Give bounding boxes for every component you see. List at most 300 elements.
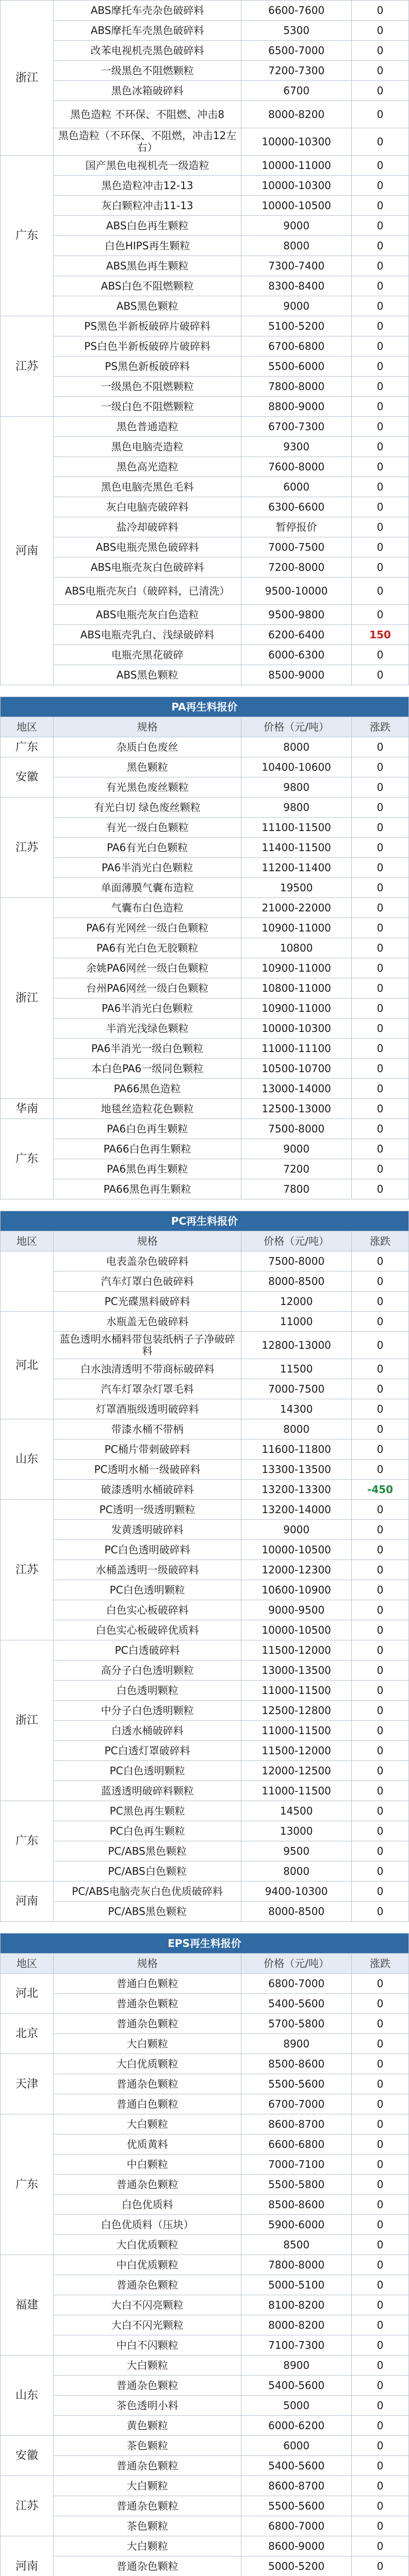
spec-cell: PC白色透明颗粒	[53, 1580, 241, 1600]
table-row	[1, 2335, 409, 2355]
table-row	[1, 101, 409, 128]
table-row	[1, 777, 409, 798]
table-row	[1, 1761, 409, 1781]
table-row	[1, 216, 409, 236]
region-cell: 天津	[1, 2054, 54, 2114]
change-cell: 0	[352, 818, 409, 838]
spec-cell: 大白颗粒	[53, 2114, 241, 2134]
spec-cell: PA6半消光白色颗粒	[53, 858, 241, 878]
region-cell: 山东	[1, 1419, 54, 1500]
change-cell: 0	[352, 2536, 409, 2556]
column-header: 地区	[1, 1231, 54, 1251]
spec-cell: 有光黑色废丝颗粒	[53, 777, 241, 798]
price-cell: 11000-11500	[241, 1681, 352, 1701]
region-cell: 北京	[1, 2014, 54, 2054]
table-row	[1, 2054, 409, 2074]
section-gap	[0, 685, 409, 697]
spec-cell: 一级黑色不阻燃颗粒	[53, 377, 241, 397]
spec-cell: 发黄透明破碎料	[53, 1520, 241, 1540]
table-row	[1, 457, 409, 477]
spec-cell: 白透水桶破碎料	[53, 1721, 241, 1741]
spec-cell: 有光一级白色颗粒	[53, 818, 241, 838]
table-row	[1, 2014, 409, 2034]
change-cell: 0	[352, 537, 409, 557]
price-cell: 5000-5200	[241, 2556, 352, 2576]
spec-cell: 蓝色透明水桶料带包装纸柄子子净破碎料	[53, 1332, 241, 1359]
price-cell: 6700-7300	[241, 417, 352, 437]
region-cell: 浙江	[1, 898, 54, 1099]
change-cell: 0	[352, 1500, 409, 1520]
spec-cell: 大白颗粒	[53, 2034, 241, 2054]
table-row	[1, 1059, 409, 1079]
price-cell: 11500-12000	[241, 1640, 352, 1660]
change-cell: 0	[352, 517, 409, 537]
price-cell: 10000-10500	[241, 1620, 352, 1640]
header-row	[1, 1954, 409, 1974]
spec-cell: 黑色造粒 不环保、不阻燃、冲击8	[53, 101, 241, 128]
change-cell: 0	[352, 958, 409, 978]
spec-cell: 台州PA6网丝一级白色颗粒	[53, 978, 241, 998]
change-cell: 0	[352, 2436, 409, 2456]
price-cell: 7500-8000	[241, 1251, 352, 1272]
table-row	[1, 1139, 409, 1159]
change-cell: 0	[352, 1721, 409, 1741]
change-cell: 0	[352, 645, 409, 665]
spec-cell: 灰白颗粒冲击11-13	[53, 196, 241, 216]
table-row	[1, 1882, 409, 1902]
price-cell: 5000	[241, 2396, 352, 2416]
column-header: 价格（元/吨）	[241, 1954, 352, 1974]
region-cell: 广东	[1, 1801, 54, 1882]
price-cell: 10500-10700	[241, 1059, 352, 1079]
spec-cell: 茶色透明小料	[53, 2396, 241, 2416]
price-cell: 5400-5600	[241, 1994, 352, 2014]
table-row	[1, 938, 409, 958]
price-cell: 10900-11000	[241, 998, 352, 1019]
spec-cell: PC光碟黑料破碎料	[53, 1292, 241, 1312]
change-cell: 0	[352, 2175, 409, 2195]
spec-cell: 黑色造粒冲击12-13	[53, 176, 241, 196]
table-row	[1, 397, 409, 417]
table-row	[1, 61, 409, 81]
spec-cell: 大白颗粒	[53, 2536, 241, 2556]
price-cell: 8500-9000	[241, 665, 352, 685]
change-cell: 0	[352, 2074, 409, 2094]
column-header: 规格	[53, 1954, 241, 1974]
price-cell: 6300-6600	[241, 497, 352, 517]
spec-cell: 茶色颗粒	[53, 2436, 241, 2456]
price-cell: 8000	[241, 236, 352, 256]
table-row	[1, 1480, 409, 1500]
spec-cell: 普通白色颗粒	[53, 1974, 241, 1994]
price-cell: 8600-8700	[241, 2114, 352, 2134]
price-cell: 12800-13000	[241, 1332, 352, 1359]
spec-cell: 普通杂色颗粒	[53, 2376, 241, 2396]
table-row	[1, 1520, 409, 1540]
price-cell: 8900	[241, 2034, 352, 2054]
spec-cell: ABS黑色再生颗粒	[53, 256, 241, 276]
table-row	[1, 2134, 409, 2155]
change-cell: 0	[352, 1841, 409, 1861]
table-row	[1, 2396, 409, 2416]
change-cell: 0	[352, 2094, 409, 2114]
price-cell: 11000-11100	[241, 1039, 352, 1059]
spec-cell: PA6半消光白色颗粒	[53, 998, 241, 1019]
change-cell: 0	[352, 2456, 409, 2476]
table-row	[1, 665, 409, 685]
table-row	[1, 1379, 409, 1399]
price-cell: 6800-7000	[241, 2516, 352, 2536]
change-cell: 0	[352, 2235, 409, 2255]
price-cell: 9500	[241, 1841, 352, 1861]
table-row	[1, 1560, 409, 1580]
spec-cell: PC/ABS白色颗粒	[53, 1861, 241, 1882]
price-cell: 12500-13000	[241, 1099, 352, 1119]
change-cell: 0	[352, 1821, 409, 1841]
table-row	[1, 1159, 409, 1179]
price-cell: 5400-5600	[241, 2376, 352, 2396]
spec-cell: 白色HIPS再生颗粒	[53, 236, 241, 256]
table-row	[1, 81, 409, 101]
change-cell: 0	[352, 2255, 409, 2275]
change-cell: 0	[352, 1119, 409, 1139]
change-cell: 0	[352, 858, 409, 878]
price-cell: 10000-11000	[241, 156, 352, 176]
price-cell: 10000-10500	[241, 1540, 352, 1560]
change-cell: 0	[352, 1419, 409, 1439]
spec-cell: 大白颗粒	[53, 2476, 241, 2496]
price-cell: 11000-11500	[241, 1781, 352, 1801]
spec-cell: 优质黄料	[53, 2134, 241, 2155]
table-row	[1, 1312, 409, 1332]
change-cell: 0	[352, 1882, 409, 1902]
change-cell: 0	[352, 2516, 409, 2536]
column-header: 规格	[53, 1231, 241, 1251]
table-row	[1, 1721, 409, 1741]
spec-cell: 大白优质颗粒	[53, 2235, 241, 2255]
section-gap	[0, 1922, 409, 1933]
change-cell: 0	[352, 1580, 409, 1600]
region-cell: 广东	[1, 1119, 54, 1199]
change-cell: 0	[352, 2396, 409, 2416]
spec-cell: PS白色半新板破碎片破碎料	[53, 336, 241, 357]
change-cell: 0	[352, 236, 409, 256]
region-cell: 江苏	[1, 316, 54, 417]
change-cell: 0	[352, 256, 409, 276]
spec-cell: 水桶盖透明一级破碎料	[53, 1560, 241, 1580]
price-cell: 8000-8500	[241, 1272, 352, 1292]
table-row	[1, 2315, 409, 2335]
spec-cell: 一级白色不阻燃颗粒	[53, 397, 241, 417]
change-cell: 0	[352, 397, 409, 417]
column-header: 涨跌	[352, 717, 409, 737]
change-cell: 0	[352, 497, 409, 517]
change-cell: 0	[352, 1439, 409, 1460]
change-cell: 0	[352, 1399, 409, 1419]
spec-cell: 盐冷却破碎料	[53, 517, 241, 537]
change-cell: 0	[352, 777, 409, 798]
table-row	[1, 2175, 409, 2195]
price-cell: 5100-5200	[241, 316, 352, 336]
table-row	[1, 517, 409, 537]
table-row	[1, 2155, 409, 2175]
spec-cell: ABS摩托车壳黑色破碎料	[53, 21, 241, 41]
table-row	[1, 2255, 409, 2275]
spec-cell: 黑色冰箱破碎料	[53, 81, 241, 101]
change-cell: 0	[352, 1520, 409, 1540]
price-cell: 5500-6000	[241, 357, 352, 377]
price-cell: 14300	[241, 1399, 352, 1419]
table-row	[1, 1292, 409, 1312]
price-cell: 7300-7400	[241, 256, 352, 276]
change-cell: 0	[352, 2034, 409, 2054]
price-cell: 8500	[241, 2235, 352, 2255]
change-cell: 0	[352, 457, 409, 477]
spec-cell: 中分子白色透明颗粒	[53, 1701, 241, 1721]
table-row	[1, 2556, 409, 2576]
spec-cell: ABS摩托车壳杂色破碎料	[53, 1, 241, 21]
price-cell: 8000	[241, 1861, 352, 1882]
change-cell: 0	[352, 101, 409, 128]
table-row	[1, 858, 409, 878]
table-row	[1, 1251, 409, 1272]
change-cell: 0	[352, 1681, 409, 1701]
table-row	[1, 1359, 409, 1379]
spec-cell: PS黑色半新板破碎片破碎料	[53, 316, 241, 336]
table-row	[1, 2094, 409, 2114]
spec-cell: 普通杂色颗粒	[53, 2456, 241, 2476]
table-row	[1, 1119, 409, 1139]
price-cell: 6000-6300	[241, 645, 352, 665]
table-row	[1, 316, 409, 336]
region-cell: 河南	[1, 2536, 54, 2576]
region-cell: 广东	[1, 737, 54, 757]
table-row	[1, 1500, 409, 1520]
spec-cell: 普通杂色颗粒	[53, 2556, 241, 2576]
table-row	[1, 1974, 409, 1994]
spec-cell: 普通杂色颗粒	[53, 2074, 241, 2094]
change-cell: 0	[352, 1460, 409, 1480]
change-cell: 0	[352, 1332, 409, 1359]
header-row	[1, 1231, 409, 1251]
price-cell: 9500-9800	[241, 605, 352, 625]
table-row	[1, 128, 409, 156]
price-cell: 13000-13500	[241, 1660, 352, 1681]
table-row	[1, 878, 409, 898]
change-cell: 0	[352, 1701, 409, 1721]
price-cell: 8000-8200	[241, 101, 352, 128]
table-row	[1, 1332, 409, 1359]
change-cell: 0	[352, 477, 409, 497]
region-cell: 广东	[1, 156, 54, 316]
table-row	[1, 1039, 409, 1059]
column-header: 规格	[53, 717, 241, 737]
table-row	[1, 2496, 409, 2516]
region-cell: 河南	[1, 417, 54, 685]
spec-cell: 普通杂色颗粒	[53, 2175, 241, 2195]
price-cell: 13200-14000	[241, 1500, 352, 1520]
region-cell: 广东	[1, 2114, 54, 2255]
change-cell: 0	[352, 1781, 409, 1801]
change-cell: 0	[352, 2114, 409, 2134]
price-cell: 7200-7300	[241, 61, 352, 81]
change-cell: 0	[352, 1139, 409, 1159]
change-cell: 0	[352, 1, 409, 21]
spec-cell: PA6白色再生颗粒	[53, 1119, 241, 1139]
spec-cell: ABS黑色颗粒	[53, 296, 241, 316]
price-cell: 13300-13500	[241, 1460, 352, 1480]
price-cell: 5500-5800	[241, 2175, 352, 2195]
price-cell: 8000-8200	[241, 2315, 352, 2335]
spec-cell: PA66白色再生颗粒	[53, 1139, 241, 1159]
table-row	[1, 336, 409, 357]
table-row	[1, 2436, 409, 2456]
price-cell: 11100-11500	[241, 818, 352, 838]
table-row	[1, 1099, 409, 1119]
spec-cell: 普通杂色颗粒	[53, 2014, 241, 2034]
change-cell: 0	[352, 2376, 409, 2396]
price-cell: 8000	[241, 1419, 352, 1439]
spec-cell: 普通白色颗粒	[53, 2094, 241, 2114]
table-row	[1, 1419, 409, 1439]
spec-cell: 大白不闪光颗粒	[53, 2315, 241, 2335]
spec-cell: 国产黑色电视机壳一级造粒	[53, 156, 241, 176]
table-row	[1, 2376, 409, 2396]
table-row	[1, 1841, 409, 1861]
spec-cell: 带漆水桶不带柄	[53, 1419, 241, 1439]
spec-cell: 黑色造粒（不环保、不阻燃，冲击12左右）	[53, 128, 241, 156]
change-cell: 0	[352, 878, 409, 898]
change-cell: 0	[352, 156, 409, 176]
header-row	[1, 717, 409, 737]
change-cell: 0	[352, 557, 409, 578]
table-row	[1, 1079, 409, 1099]
table-row	[1, 605, 409, 625]
spec-cell: PC白透破碎料	[53, 1640, 241, 1660]
change-cell: 0	[352, 1801, 409, 1821]
price-cell: 11500-12000	[241, 1741, 352, 1761]
price-cell: 10000-10300	[241, 128, 352, 156]
region-cell: 江苏	[1, 798, 54, 898]
spec-cell: 气囊布白色造粒	[53, 898, 241, 918]
region-cell: 华南	[1, 1099, 54, 1119]
table-row	[1, 537, 409, 557]
price-cell: 6600-7600	[241, 1, 352, 21]
price-cell: 8500-8600	[241, 2195, 352, 2215]
change-cell: 0	[352, 838, 409, 858]
change-cell: 0	[352, 276, 409, 296]
change-cell: 0	[352, 1159, 409, 1179]
spec-cell: ABS电瓶壳乳白、浅绿破碎料	[53, 625, 241, 645]
change-cell: 0	[352, 1660, 409, 1681]
spec-cell: 普通杂色颗粒	[53, 1994, 241, 2014]
table-row	[1, 1701, 409, 1721]
spec-cell: PC桶片带刺破碎料	[53, 1439, 241, 1460]
spec-cell: ABS白色不阻燃颗粒	[53, 276, 241, 296]
change-cell: 0	[352, 377, 409, 397]
price-cell: 8300-8400	[241, 276, 352, 296]
change-cell: 0	[352, 1761, 409, 1781]
table-row	[1, 2215, 409, 2235]
change-cell: 0	[352, 2355, 409, 2376]
table-row	[1, 2536, 409, 2556]
spec-cell: PC/ABS黑色颗粒	[53, 1841, 241, 1861]
spec-cell: 大白颗粒	[53, 2355, 241, 2376]
table-row	[1, 497, 409, 517]
spec-cell: 白色实心板破碎料	[53, 1600, 241, 1620]
spec-cell: 本白色PA6一级同色颗粒	[53, 1059, 241, 1079]
region-cell: 江苏	[1, 1500, 54, 1640]
change-cell: 0	[352, 1600, 409, 1620]
table-row	[1, 417, 409, 437]
spec-cell: 一级黑色不阻燃颗粒	[53, 61, 241, 81]
spec-cell: 黑色颗粒	[53, 757, 241, 777]
price-cell: 11000-11500	[241, 1721, 352, 1741]
table-row	[1, 2295, 409, 2315]
table-row	[1, 196, 409, 216]
spec-cell: PS黑色新板破碎料	[53, 357, 241, 377]
price-cell: 9300	[241, 437, 352, 457]
table-row	[1, 578, 409, 605]
table-row	[1, 156, 409, 176]
price-cell: 7800-8000	[241, 2255, 352, 2275]
change-cell: 0	[352, 2295, 409, 2315]
change-cell: 0	[352, 918, 409, 938]
table-row	[1, 2516, 409, 2536]
change-cell: 0	[352, 1902, 409, 1922]
price-cell: 12000	[241, 1292, 352, 1312]
region-cell: 浙江	[1, 1, 54, 156]
table-row	[1, 2195, 409, 2215]
spec-cell: 中白颗粒	[53, 2155, 241, 2175]
price-cell: 12000-12300	[241, 1560, 352, 1580]
price-cell: 5500-5600	[241, 2496, 352, 2516]
price-cell: 10900-11000	[241, 958, 352, 978]
change-cell: 0	[352, 1039, 409, 1059]
price-cell: 6800-7000	[241, 1974, 352, 1994]
change-cell: 0	[352, 417, 409, 437]
spec-cell: 余姚PA6网丝一级白色颗粒	[53, 958, 241, 978]
table-row	[1, 1660, 409, 1681]
price-cell: 7200	[241, 1159, 352, 1179]
spec-cell: 杂质白色废丝	[53, 737, 241, 757]
change-cell: -450	[352, 1480, 409, 1500]
table-row	[1, 1, 409, 21]
table-row	[1, 2114, 409, 2134]
price-cell: 8600-9000	[241, 2536, 352, 2556]
table-row	[1, 2034, 409, 2054]
price-cell: 10000-10300	[241, 1019, 352, 1039]
price-cell: 5400-5600	[241, 2456, 352, 2476]
price-cell: 6000-6200	[241, 2416, 352, 2436]
table-row	[1, 838, 409, 858]
table-row	[1, 437, 409, 457]
table-row	[1, 1272, 409, 1292]
change-cell: 0	[352, 605, 409, 625]
table-row	[1, 357, 409, 377]
column-header: 地区	[1, 717, 54, 737]
spec-cell: PC白色再生颗粒	[53, 1821, 241, 1841]
change-cell: 0	[352, 336, 409, 357]
section-gap	[0, 1199, 409, 1211]
table-row	[1, 2456, 409, 2476]
price-cell: 6700-7000	[241, 2094, 352, 2114]
change-cell: 0	[352, 1292, 409, 1312]
change-cell: 0	[352, 1640, 409, 1660]
price-cell: 5700-5800	[241, 2014, 352, 2034]
change-cell: 0	[352, 1994, 409, 2014]
table-row	[1, 176, 409, 196]
